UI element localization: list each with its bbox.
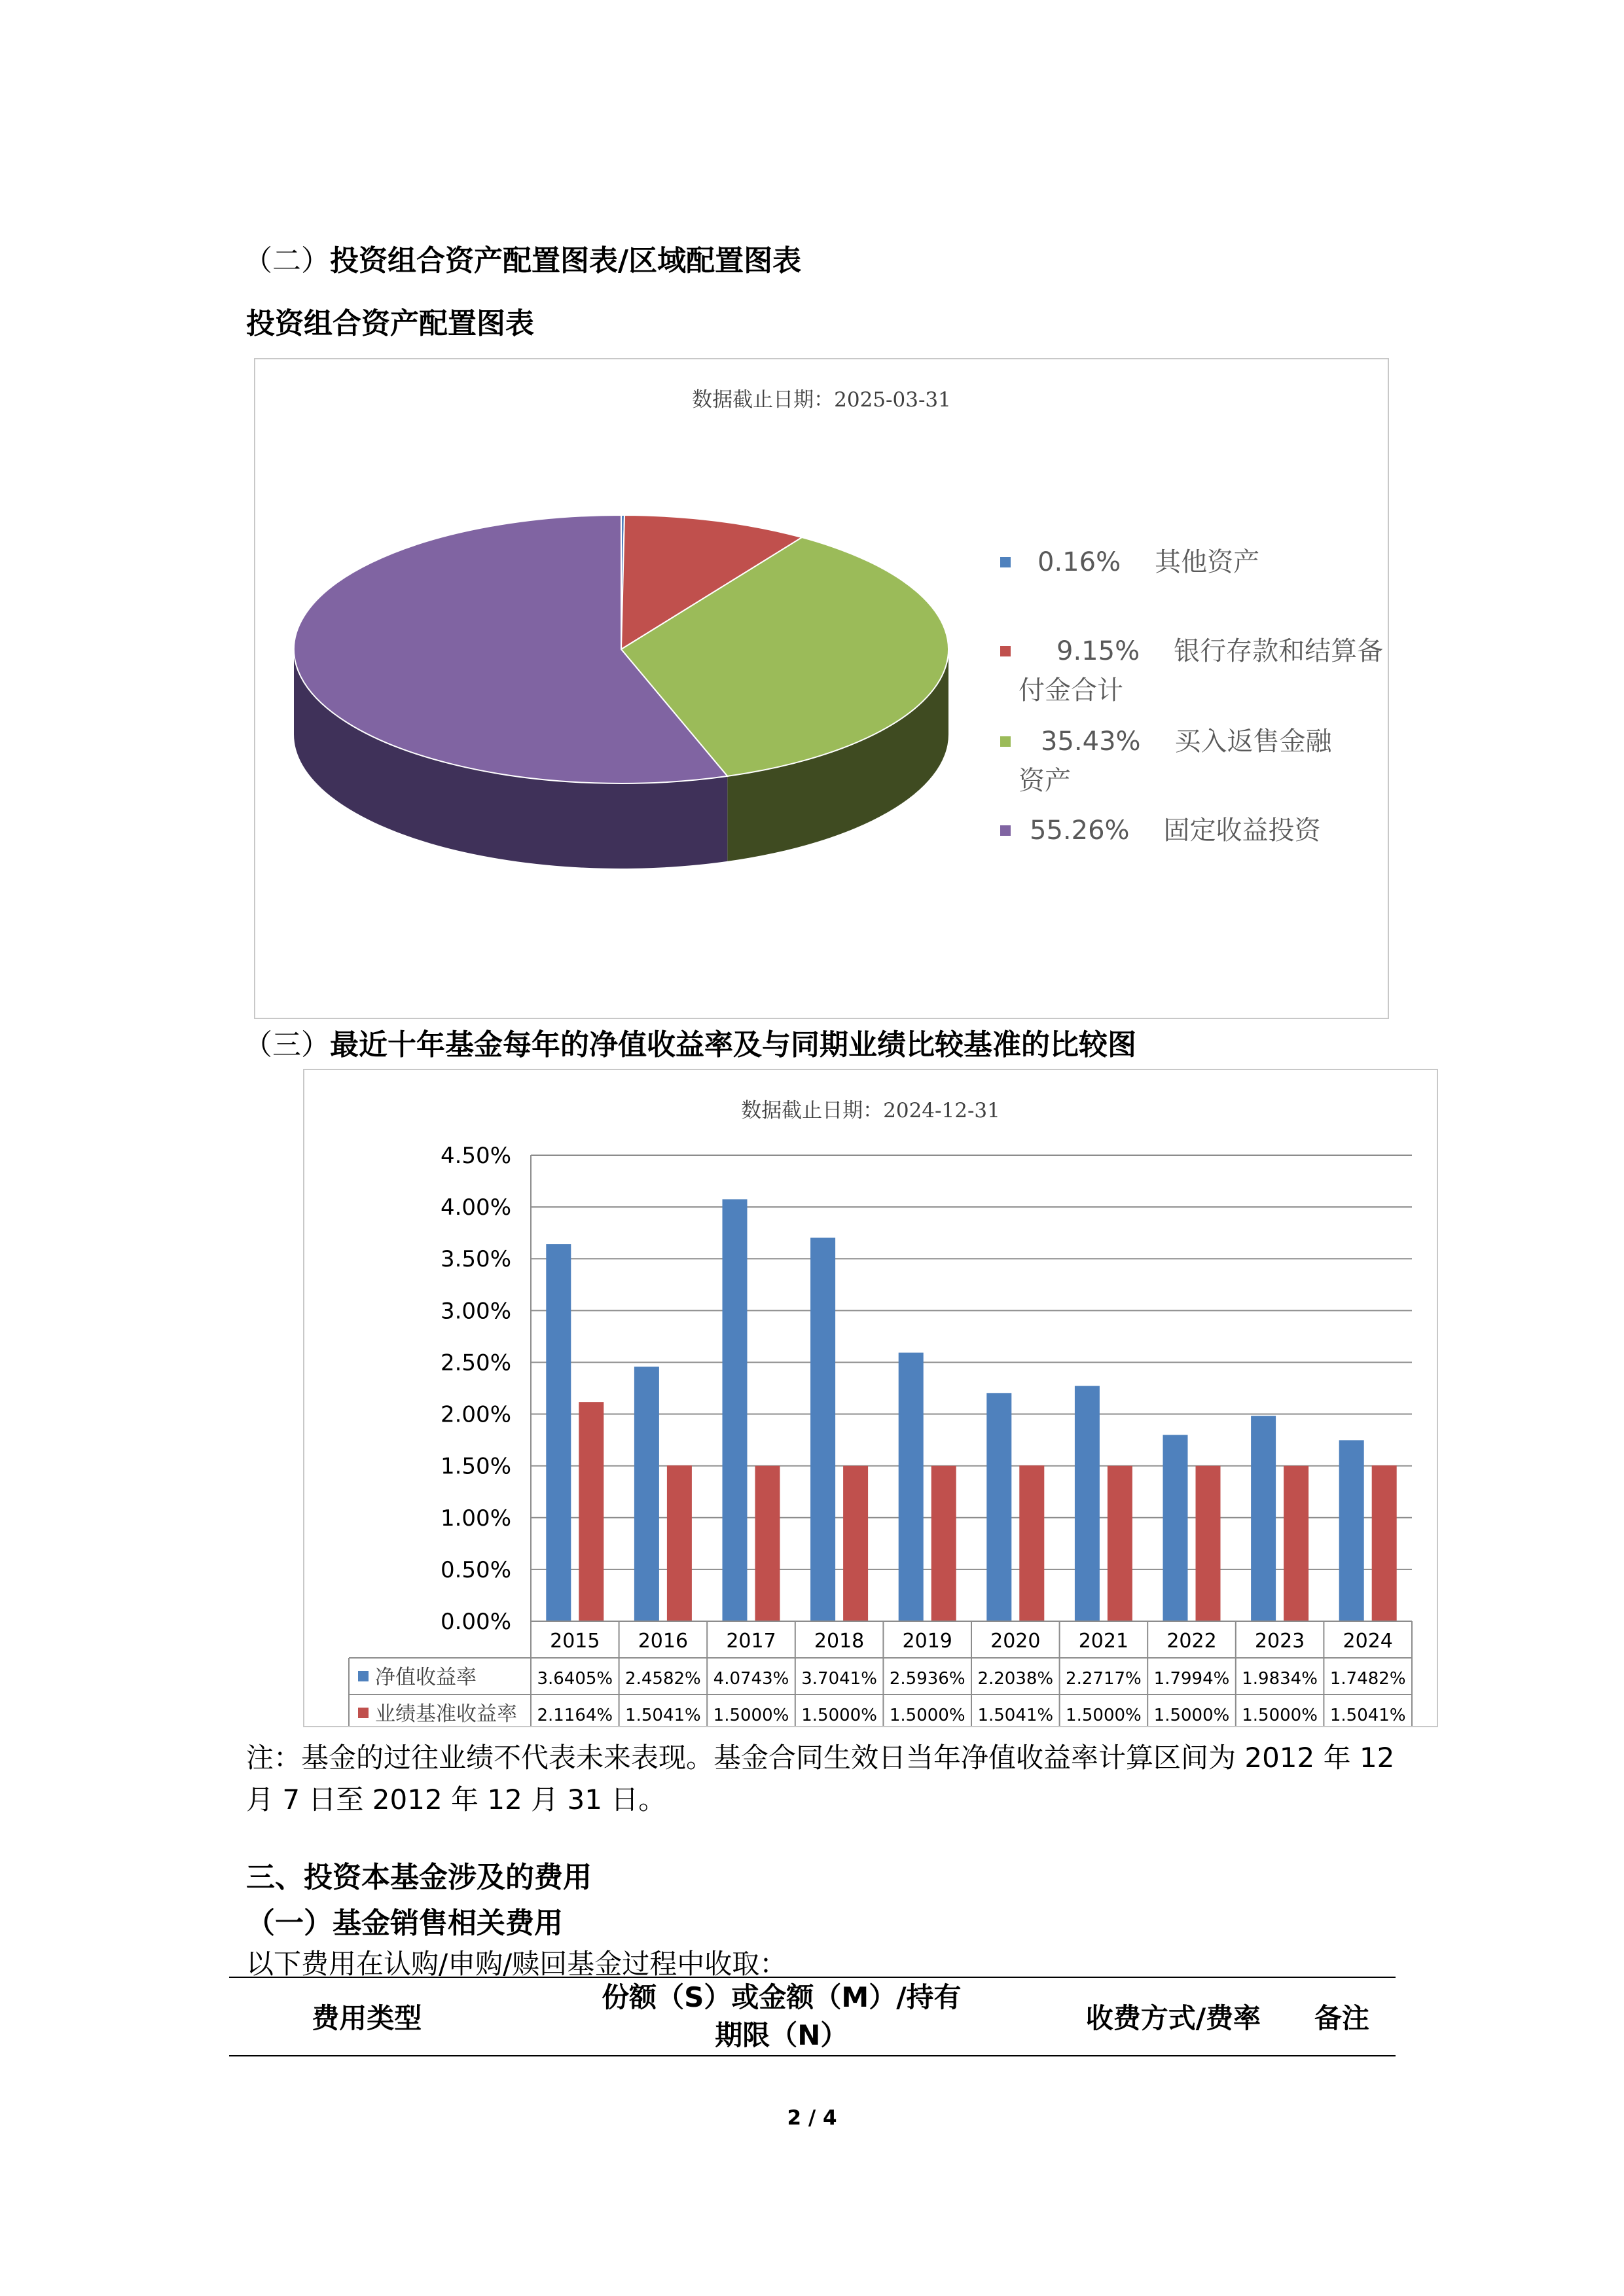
table-data-label: 2.4582%	[625, 1669, 701, 1689]
table-data-label: 1.5000%	[1242, 1706, 1318, 1725]
fee-col-method-rate: 收费方式/费率	[1058, 1977, 1288, 2056]
y-tick-label: 3.00%	[440, 1298, 511, 1325]
table-data-label: 3.6405%	[537, 1669, 613, 1689]
alloc-chart-subheading: 投资组合资产配置图表	[246, 307, 534, 340]
x-tick-label: 2016	[638, 1630, 689, 1653]
table-data-label: 4.0743%	[713, 1669, 789, 1689]
legend-swatch-other	[1000, 557, 1011, 567]
fee-col-type: 费用类型	[229, 1977, 505, 2056]
x-tick-label: 2019	[902, 1630, 952, 1653]
bar-nav-2021	[1075, 1386, 1100, 1621]
bar-benchmark-2015	[579, 1402, 604, 1621]
pie-chart-box	[254, 358, 1389, 1019]
table-data-label: 2.2038%	[977, 1669, 1054, 1689]
x-tick-label: 2024	[1343, 1630, 1393, 1653]
legend-label: 买入返售金融资产	[1019, 726, 1332, 796]
bar-benchmark-2019	[931, 1466, 956, 1621]
fees-sub-title: （一）基金销售相关费用	[246, 1907, 563, 1940]
fee-col-remarks: 备注	[1288, 1977, 1396, 2056]
table-data-label: 3.7041%	[801, 1669, 877, 1689]
bar-benchmark-2017	[755, 1466, 780, 1621]
legend-label: 银行存款和结算备付金合计	[1019, 636, 1384, 706]
bar-date-label: 数据截止日期：2024-12-31	[741, 1099, 1000, 1122]
x-tick-label: 2020	[990, 1630, 1041, 1653]
legend-pct: 9.15%	[1056, 636, 1140, 666]
y-tick-label: 2.50%	[440, 1350, 511, 1376]
fee-table	[229, 1977, 1396, 2056]
bar-benchmark-2024	[1372, 1465, 1397, 1621]
table-data-label: 1.5000%	[1066, 1706, 1142, 1725]
fees-intro: 以下费用在认购/申购/赎回基金过程中收取：	[246, 1948, 787, 1980]
table-data-label: 1.5041%	[625, 1706, 701, 1725]
section-alloc-heading	[244, 237, 801, 279]
y-tick-label: 1.00%	[440, 1505, 511, 1532]
legend-swatch-bank	[1000, 646, 1011, 656]
legend-swatch-repo	[1000, 736, 1011, 747]
bar-chart	[304, 1070, 1437, 1726]
table-data-label: 1.7482%	[1329, 1669, 1406, 1689]
table-data-label: 1.7994%	[1153, 1669, 1230, 1689]
x-tick-label: 2018	[814, 1630, 865, 1653]
x-tick-label: 2023	[1254, 1630, 1305, 1653]
y-tick-label: 0.50%	[440, 1556, 511, 1583]
legend-pct: 55.26%	[1030, 816, 1130, 846]
bar-nav-2024	[1339, 1440, 1364, 1621]
legend-pct: 0.16%	[1038, 547, 1121, 577]
y-tick-label: 2.00%	[440, 1401, 511, 1428]
table-data-label: 1.5000%	[889, 1706, 965, 1725]
page-number: 2 / 4	[787, 2106, 837, 2130]
bar-nav-2019	[899, 1353, 924, 1621]
section-alloc-title: 投资组合资产配置图表/区域配置图表	[330, 244, 802, 278]
y-tick-label: 3.50%	[440, 1246, 511, 1273]
y-tick-label: 0.00%	[440, 1609, 511, 1635]
bar-chart-box	[303, 1069, 1438, 1727]
bar-nav-2022	[1163, 1435, 1188, 1621]
table-data-label: 1.5000%	[713, 1706, 789, 1725]
x-tick-label: 2015	[550, 1630, 600, 1653]
table-legend-swatch	[358, 1671, 369, 1681]
table-series-name: 净值收益率	[375, 1666, 477, 1689]
legend-pct: 35.43%	[1041, 726, 1141, 757]
pie-date-label: 数据截止日期：2025-03-31	[692, 388, 951, 412]
y-tick-label: 4.00%	[440, 1194, 511, 1221]
x-tick-label: 2021	[1078, 1630, 1129, 1653]
performance-note: 注：基金的过往业绩不代表未来表现。基金合同生效日当年净值收益率计算区间为 2012 年 12 月 7 日至 2012 年 12 月 31 日。	[246, 1742, 1395, 1816]
legend-label: 其他资产	[1155, 547, 1260, 577]
section-perf-title: 最近十年基金每年的净值收益率及与同期业绩比较基准的比较图	[330, 1028, 1136, 1062]
fee-table-header-row	[229, 1977, 1396, 2056]
y-tick-label: 1.50%	[440, 1453, 511, 1480]
bar-nav-2023	[1251, 1416, 1276, 1621]
section-perf-heading	[244, 1021, 1136, 1063]
bar-benchmark-2022	[1196, 1466, 1221, 1621]
fees-section-title: 三、投资本基金涉及的费用	[246, 1861, 592, 1894]
table-series-name: 业绩基准收益率	[375, 1702, 517, 1726]
table-data-label: 2.2717%	[1066, 1669, 1142, 1689]
table-data-label: 1.5000%	[1153, 1706, 1230, 1725]
bar-benchmark-2020	[1019, 1465, 1044, 1621]
bar-nav-2018	[810, 1238, 835, 1621]
table-data-label: 1.9834%	[1242, 1669, 1318, 1689]
bar-benchmark-2021	[1108, 1466, 1132, 1621]
legend-label: 固定收益投资	[1163, 816, 1321, 846]
bar-benchmark-2016	[667, 1465, 692, 1621]
bar-benchmark-2018	[843, 1466, 868, 1621]
section-perf-paren: （三）	[244, 1028, 330, 1062]
bar-nav-2016	[634, 1367, 659, 1621]
table-data-label: 1.5041%	[977, 1706, 1054, 1725]
bar-nav-2020	[986, 1393, 1011, 1621]
bar-nav-2017	[723, 1199, 748, 1621]
legend-swatch-fixed	[1000, 825, 1011, 836]
bar-benchmark-2023	[1284, 1466, 1308, 1621]
table-data-label: 2.1164%	[537, 1706, 613, 1725]
section-alloc-paren: （二）	[244, 244, 330, 278]
fee-col-share-amount-period: 份额（S）或金额（M）/持有期限（N）	[505, 1977, 1059, 2056]
x-tick-label: 2017	[726, 1630, 776, 1653]
table-data-label: 2.5936%	[889, 1669, 965, 1689]
table-data-label: 1.5041%	[1329, 1706, 1406, 1725]
pie-legend	[1000, 543, 1393, 909]
x-tick-label: 2022	[1166, 1630, 1217, 1653]
table-legend-swatch	[358, 1708, 369, 1718]
y-tick-label: 4.50%	[440, 1143, 511, 1169]
table-data-label: 1.5000%	[801, 1706, 877, 1725]
bar-nav-2015	[546, 1244, 571, 1621]
